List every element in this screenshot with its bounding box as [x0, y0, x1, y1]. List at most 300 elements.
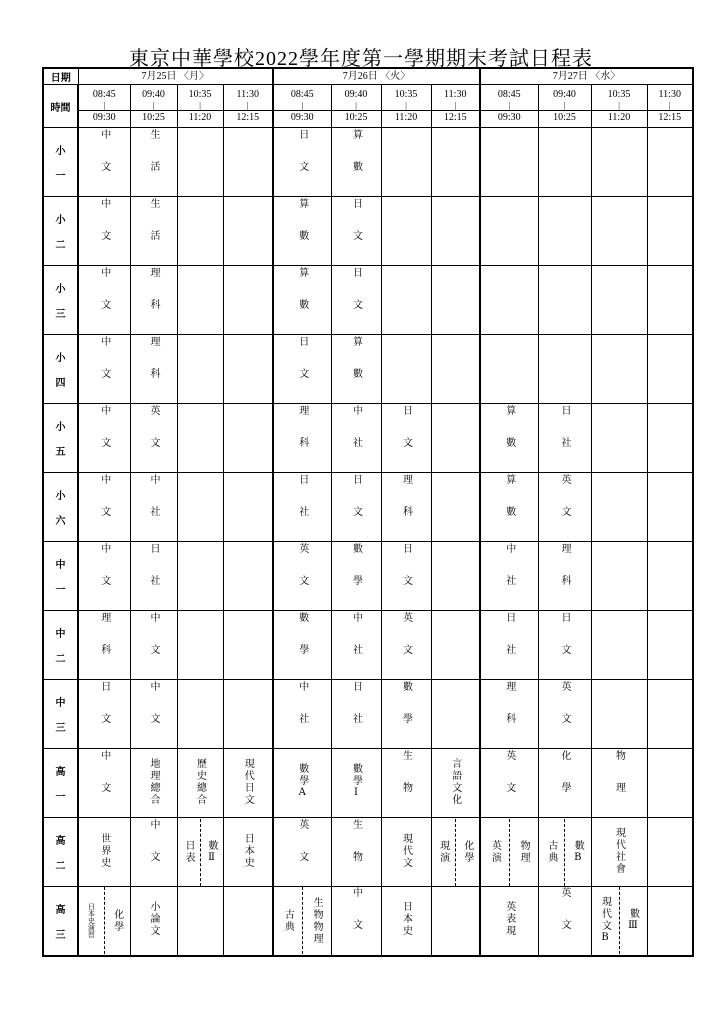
subject-cell	[78, 680, 130, 749]
grade-label: 小 四	[43, 335, 78, 404]
subject-cell	[177, 197, 223, 266]
day-header: 7月25日 〈月〉	[78, 68, 273, 85]
subject-text: 中文	[148, 818, 159, 883]
subject-cell	[177, 749, 223, 818]
subject-cell	[177, 611, 223, 680]
subject-cell	[647, 197, 693, 266]
subject-text: 現代文	[400, 832, 412, 869]
subject-text: 英表現	[503, 901, 515, 938]
subject-cell	[223, 749, 273, 818]
subject-text: 日文	[296, 335, 308, 400]
grade-label: 中 二	[43, 611, 78, 680]
subject-cell	[273, 266, 331, 335]
subject-cell	[431, 611, 480, 680]
subject-cell	[480, 818, 538, 887]
subject-text: 算數	[503, 473, 515, 538]
start-time: 09:40	[344, 89, 368, 100]
subject-cell	[647, 266, 693, 335]
time-slot	[130, 85, 177, 128]
subject-cell	[381, 749, 431, 818]
subject-cell	[431, 542, 480, 611]
subject-cell	[331, 197, 381, 266]
subject-text: 算數	[296, 197, 308, 262]
subject-cell	[130, 887, 177, 956]
subject-cell	[538, 887, 591, 956]
time-slot	[647, 85, 693, 128]
grade-row	[43, 542, 693, 611]
subject-cell	[480, 611, 538, 680]
subject-cell	[431, 887, 480, 956]
subject-cell	[78, 473, 130, 542]
subject-text: 理科	[148, 335, 159, 400]
subject-cell	[78, 611, 130, 680]
grade-row	[43, 887, 693, 956]
grade-label: 中 一	[43, 542, 78, 611]
subject-cell	[130, 266, 177, 335]
subject-text: 現代社會	[613, 826, 625, 875]
grade-row	[43, 473, 693, 542]
subject-cell	[431, 335, 480, 404]
grade-label: 小 六	[43, 473, 78, 542]
start-time: 10:35	[188, 89, 212, 100]
subject-text: 古典	[282, 908, 294, 933]
subject-cell	[223, 197, 273, 266]
time-slot	[591, 85, 647, 128]
subject-cell	[647, 887, 693, 956]
subject-cell	[223, 266, 273, 335]
subject-cell	[538, 197, 591, 266]
grade-row	[43, 128, 693, 197]
subject-cell	[381, 404, 431, 473]
subject-cell	[78, 197, 130, 266]
subject-cell	[591, 611, 647, 680]
subject-text: 中社	[148, 473, 159, 538]
subject-cell	[480, 128, 538, 197]
subject-cell	[78, 749, 130, 818]
subject-text: 算數	[350, 128, 362, 193]
page-title: 東京中華學校2022學年度第一學期期末考試日程表	[129, 48, 593, 70]
subject-cell	[78, 404, 130, 473]
end-time: 09:30	[79, 110, 130, 124]
subject-text: 日本史演習	[87, 903, 96, 939]
subject-cell	[223, 473, 273, 542]
subject-cell	[591, 749, 647, 818]
time-separator: |	[199, 101, 201, 110]
time-slot	[273, 85, 331, 128]
subject-cell	[480, 266, 538, 335]
subject-text: 日社	[350, 680, 362, 745]
subject-cell	[381, 128, 431, 197]
subject-cell	[331, 335, 381, 404]
subject-cell	[591, 335, 647, 404]
subject-cell	[130, 749, 177, 818]
exam-schedule-table	[42, 67, 694, 957]
subject-cell	[381, 266, 431, 335]
subject-cell	[130, 473, 177, 542]
subject-cell	[273, 473, 331, 542]
subject-cell	[538, 749, 591, 818]
subject-cell	[538, 335, 591, 404]
subject-cell	[78, 542, 130, 611]
subject-cell	[538, 473, 591, 542]
time-slot	[78, 85, 130, 128]
subject-cell	[331, 266, 381, 335]
start-time: 08:45	[290, 89, 314, 100]
subject-text: 日社	[559, 404, 570, 469]
subject-cell	[647, 680, 693, 749]
subject-text: 中文	[350, 887, 362, 952]
subject-cell	[130, 818, 177, 887]
subject-cell	[538, 542, 591, 611]
end-time: 10:25	[539, 110, 591, 124]
subject-text: 英演	[489, 840, 501, 864]
time-slot	[381, 85, 431, 128]
subject-cell	[538, 818, 591, 887]
subject-text: 生物物理	[311, 896, 323, 945]
subject-cell	[480, 197, 538, 266]
end-time: 11:20	[382, 110, 431, 124]
subject-text: 中文	[98, 128, 110, 193]
subject-cell	[177, 680, 223, 749]
subject-text: 英文	[559, 473, 570, 538]
subject-cell	[273, 128, 331, 197]
subject-cell	[223, 680, 273, 749]
subject-text: 現代文B	[599, 896, 611, 946]
subject-cell	[647, 473, 693, 542]
subject-text: 英文	[559, 887, 570, 952]
subject-cell	[431, 749, 480, 818]
subject-text: 理科	[148, 266, 159, 331]
subject-cell	[223, 611, 273, 680]
subject-text: 英文	[148, 404, 159, 469]
subject-cell	[78, 887, 130, 956]
time-separator: |	[246, 101, 249, 110]
date-label: 日期	[43, 68, 78, 85]
subject-cell	[223, 818, 273, 887]
subject-cell	[538, 128, 591, 197]
subject-text: 英文	[503, 749, 515, 814]
subject-text: 中文	[148, 611, 159, 676]
subject-cell	[223, 542, 273, 611]
subject-cell	[130, 611, 177, 680]
subject-cell	[381, 818, 431, 887]
subject-cell	[331, 818, 381, 887]
time-separator: |	[508, 101, 511, 110]
subject-cell	[480, 542, 538, 611]
subject-cell	[273, 335, 331, 404]
subject-cell	[647, 404, 693, 473]
subject-text: 數學	[296, 611, 308, 676]
subject-cell	[223, 887, 273, 956]
subject-text: 理科	[400, 473, 412, 538]
time-separator: |	[668, 101, 671, 110]
start-time: 10:35	[607, 89, 631, 100]
subject-cell	[177, 404, 223, 473]
grade-row	[43, 266, 693, 335]
end-time: 09:30	[274, 110, 331, 124]
subject-text: 算數	[350, 335, 362, 400]
time-slot	[480, 85, 538, 128]
subject-text: 日本史	[242, 832, 254, 869]
subject-cell	[331, 680, 381, 749]
subject-cell	[431, 404, 480, 473]
subject-cell	[130, 542, 177, 611]
subject-cell	[273, 680, 331, 749]
subject-text: 言語文化	[449, 757, 461, 806]
start-time: 09:40	[142, 89, 165, 100]
subject-cell	[647, 611, 693, 680]
time-slot	[223, 85, 273, 128]
start-time: 09:40	[553, 89, 576, 100]
subject-cell	[273, 749, 331, 818]
subject-cell	[273, 404, 331, 473]
subject-text: 日表	[183, 840, 194, 864]
time-row	[43, 85, 693, 128]
subject-cell	[480, 335, 538, 404]
subject-text: 理科	[98, 611, 110, 676]
grade-row	[43, 335, 693, 404]
subject-text: 化學	[461, 840, 473, 864]
subject-text: 數學Ⅰ	[350, 763, 362, 800]
subject-cell	[480, 473, 538, 542]
subject-text: 數Ⅱ	[206, 839, 217, 865]
grade-label: 中 三	[43, 680, 78, 749]
subject-cell	[273, 611, 331, 680]
subject-cell	[78, 335, 130, 404]
subject-text: 日社	[503, 611, 515, 676]
time-slot	[538, 85, 591, 128]
grade-row	[43, 749, 693, 818]
subject-text: 生物	[400, 749, 412, 814]
subject-text: 日文	[98, 680, 110, 745]
subject-cell	[480, 680, 538, 749]
subject-text: 中文	[148, 680, 159, 745]
subject-text: 日文	[400, 404, 412, 469]
subject-text: 理科	[559, 542, 570, 607]
subject-text: 生活	[148, 128, 159, 193]
subject-text: 英文	[296, 818, 308, 883]
subject-text: 古典	[545, 840, 557, 864]
subject-text: 生物	[350, 818, 362, 883]
subject-text: 日文	[400, 542, 412, 607]
subject-cell	[431, 128, 480, 197]
time-separator: |	[405, 101, 407, 110]
subject-cell	[647, 335, 693, 404]
subject-text: 英文	[400, 611, 412, 676]
subject-cell	[381, 680, 431, 749]
subject-cell	[381, 611, 431, 680]
subject-cell	[591, 266, 647, 335]
subject-cell	[381, 473, 431, 542]
subject-text: 算數	[296, 266, 308, 331]
subject-text: 日文	[296, 128, 308, 193]
subject-text: 現代日文	[242, 757, 254, 806]
start-time: 08:45	[92, 89, 116, 100]
subject-text: 中文	[98, 197, 110, 262]
day-header: 7月26日 〈火〉	[273, 68, 480, 85]
subject-text: 日社	[148, 542, 159, 607]
grade-label: 高 三	[43, 887, 78, 956]
subject-text: 日文	[559, 611, 570, 676]
subject-cell	[480, 887, 538, 956]
subject-cell	[647, 542, 693, 611]
subject-text: 中文	[98, 404, 110, 469]
subject-cell	[538, 266, 591, 335]
end-time: 12:15	[224, 110, 273, 124]
end-time: 11:20	[592, 110, 647, 124]
subject-text: 中社	[350, 611, 362, 676]
subject-cell	[177, 473, 223, 542]
subject-text: 數學	[400, 680, 412, 745]
subject-cell	[130, 680, 177, 749]
time-slot	[331, 85, 381, 128]
end-time: 09:30	[481, 110, 538, 124]
subject-cell	[177, 818, 223, 887]
subject-cell	[177, 266, 223, 335]
subject-cell	[273, 542, 331, 611]
subject-cell	[381, 887, 431, 956]
subject-cell	[591, 473, 647, 542]
subject-cell	[78, 266, 130, 335]
start-time: 11:30	[444, 89, 467, 100]
subject-text: 日文	[350, 197, 362, 262]
time-separator: |	[618, 101, 620, 110]
subject-cell	[431, 680, 480, 749]
subject-text: 理科	[503, 680, 515, 745]
day-header: 7月27日 〈水〉	[480, 68, 693, 85]
subject-cell	[177, 335, 223, 404]
end-time: 10:25	[131, 110, 177, 124]
subject-text: 數Ⅲ	[627, 908, 639, 934]
subject-cell	[647, 818, 693, 887]
subject-text: 算數	[503, 404, 515, 469]
subject-text: 日社	[296, 473, 308, 538]
subject-text: 日文	[350, 266, 362, 331]
end-time: 11:20	[178, 110, 223, 124]
subject-cell	[647, 128, 693, 197]
time-separator: |	[563, 101, 566, 110]
subject-text: 現演	[437, 840, 449, 864]
grade-row	[43, 197, 693, 266]
subject-cell	[480, 404, 538, 473]
start-time: 11:30	[658, 89, 681, 100]
subject-cell	[647, 749, 693, 818]
subject-cell	[591, 404, 647, 473]
subject-text: 化學	[559, 749, 570, 814]
subject-text: 歷史總合	[194, 757, 206, 806]
subject-cell	[591, 197, 647, 266]
subject-cell	[431, 266, 480, 335]
subject-text: 數B	[572, 839, 584, 865]
start-time: 11:30	[236, 89, 259, 100]
end-time: 12:15	[648, 110, 693, 124]
subject-text: 地理總合	[148, 757, 159, 806]
subject-cell	[273, 197, 331, 266]
time-separator: |	[152, 101, 155, 110]
time-label: 時間	[43, 85, 78, 128]
time-separator: |	[103, 101, 106, 110]
subject-cell	[591, 128, 647, 197]
subject-text: 化學	[111, 908, 123, 933]
subject-text: 小論文	[148, 901, 159, 938]
subject-text: 日本史	[400, 901, 412, 938]
subject-text: 中社	[296, 680, 308, 745]
grade-label: 高 二	[43, 818, 78, 887]
subject-cell	[538, 611, 591, 680]
subject-cell	[381, 542, 431, 611]
subject-text: 英文	[559, 680, 570, 745]
subject-text: 中文	[98, 266, 110, 331]
subject-cell	[331, 887, 381, 956]
subject-text: 中社	[503, 542, 515, 607]
subject-cell	[177, 128, 223, 197]
subject-cell	[591, 542, 647, 611]
subject-cell	[431, 197, 480, 266]
subject-cell	[591, 818, 647, 887]
grade-label: 小 一	[43, 128, 78, 197]
grade-row	[43, 611, 693, 680]
subject-cell	[381, 197, 431, 266]
subject-cell	[223, 335, 273, 404]
start-time: 08:45	[497, 89, 521, 100]
subject-text: 中文	[98, 542, 110, 607]
subject-cell	[273, 887, 331, 956]
subject-cell	[331, 404, 381, 473]
subject-text: 中社	[350, 404, 362, 469]
grade-row	[43, 818, 693, 887]
grade-label: 高 一	[43, 749, 78, 818]
subject-cell	[78, 818, 130, 887]
end-time: 10:25	[332, 110, 381, 124]
subject-cell	[130, 128, 177, 197]
time-slot	[177, 85, 223, 128]
grade-label: 小 五	[43, 404, 78, 473]
subject-cell	[223, 404, 273, 473]
end-time: 12:15	[432, 110, 480, 124]
subject-text: 數學A	[296, 763, 308, 800]
date-row	[43, 68, 693, 85]
subject-text: 中文	[98, 473, 110, 538]
subject-cell	[591, 887, 647, 956]
subject-cell	[331, 473, 381, 542]
subject-cell	[130, 404, 177, 473]
subject-text: 中文	[98, 335, 110, 400]
subject-text: 數學	[350, 542, 362, 607]
grade-row	[43, 404, 693, 473]
subject-cell	[538, 404, 591, 473]
subject-cell	[177, 542, 223, 611]
subject-text: 物理	[613, 749, 625, 814]
subject-cell	[381, 335, 431, 404]
subject-cell	[130, 335, 177, 404]
subject-text: 世界史	[98, 832, 110, 869]
subject-cell	[331, 611, 381, 680]
subject-cell	[223, 128, 273, 197]
subject-cell	[431, 818, 480, 887]
subject-text: 日文	[350, 473, 362, 538]
grade-label: 小 三	[43, 266, 78, 335]
subject-cell	[331, 128, 381, 197]
grade-row	[43, 680, 693, 749]
time-slot	[431, 85, 480, 128]
subject-cell	[538, 680, 591, 749]
subject-cell	[591, 680, 647, 749]
subject-cell	[78, 128, 130, 197]
time-separator: |	[355, 101, 357, 110]
start-time: 10:35	[394, 89, 418, 100]
subject-cell	[331, 542, 381, 611]
grade-label: 小 二	[43, 197, 78, 266]
